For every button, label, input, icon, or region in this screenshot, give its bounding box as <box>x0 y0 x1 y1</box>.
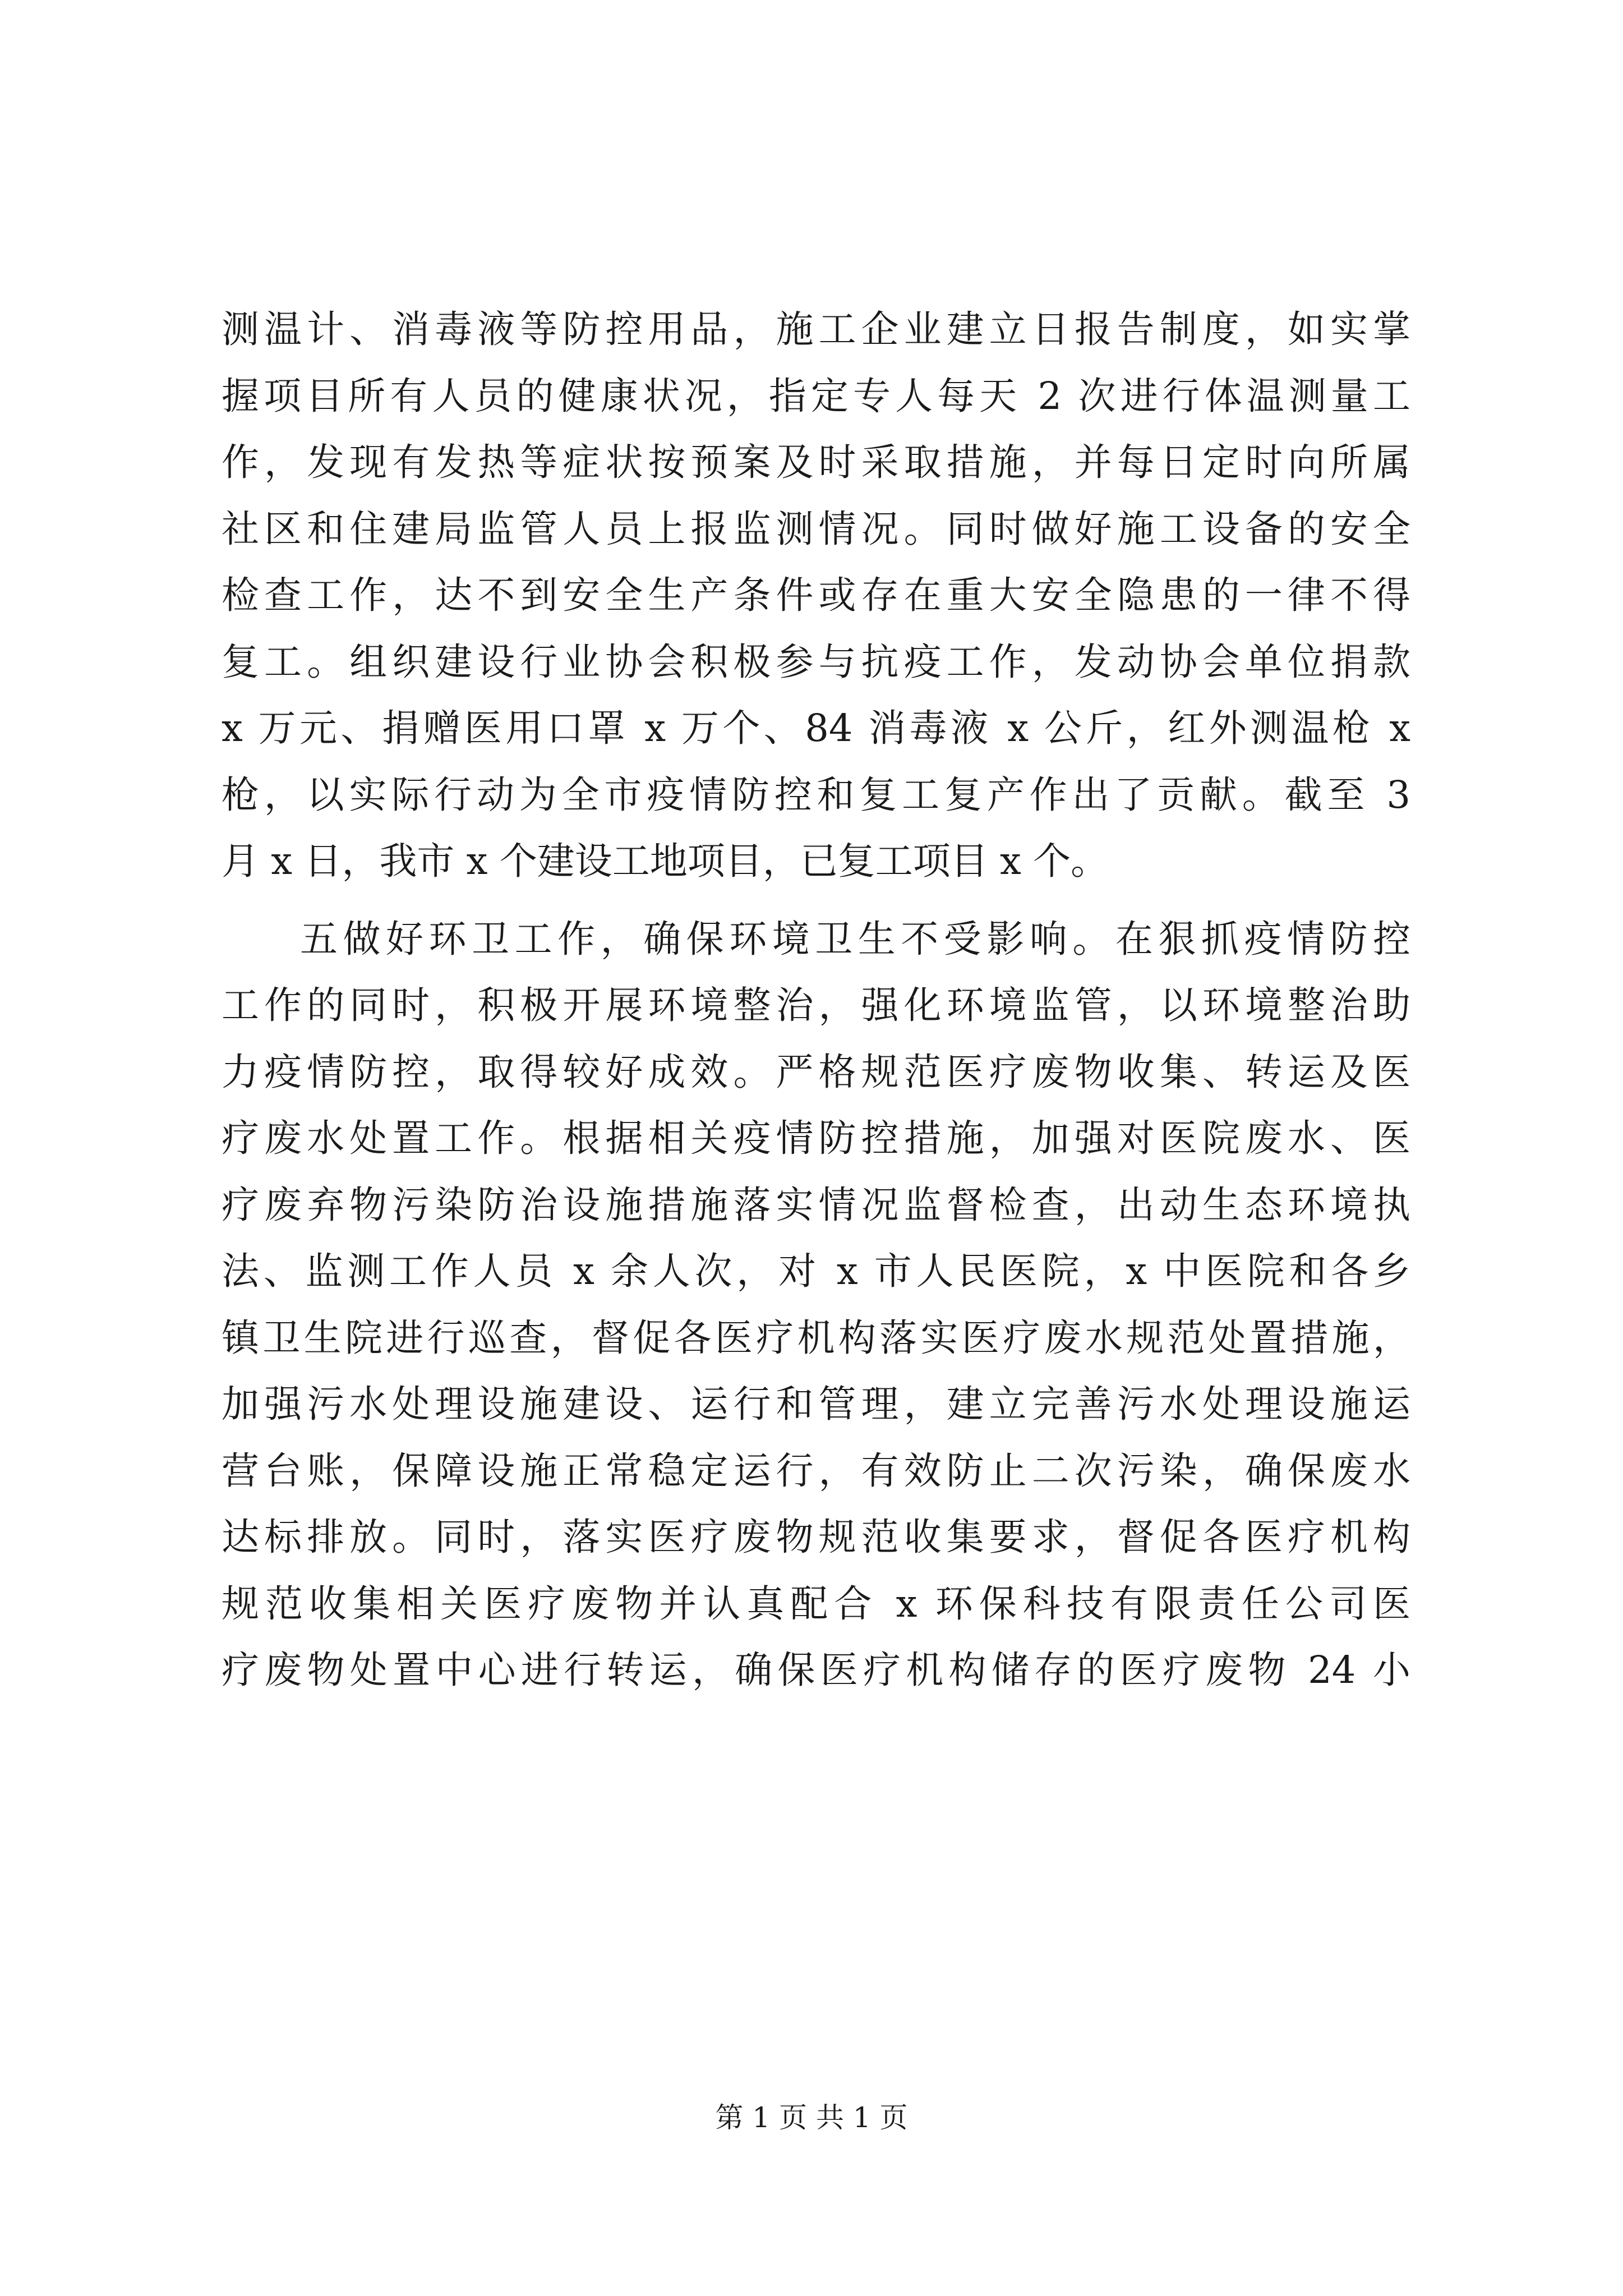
text-line: 力疫情防控，取得较好成效。严格规范医疗废物收集、转运及医 <box>222 1050 1410 1094</box>
text-line: 测温计、消毒液等防控用品，施工企业建立日报告制度，如实掌 <box>222 307 1410 351</box>
text-line: 法、监测工作人员 x 余人次，对 x 市人民医院，x 中医院和各乡 <box>222 1249 1410 1293</box>
page-footer: 第 1 页 共 1 页 <box>715 2101 908 2134</box>
text-line: x 万元、捐赠医用口罩 x 万个、84 消毒液 x 公斤，红外测温枪 x <box>222 706 1410 750</box>
text-line: 五做好环卫工作，确保环境卫生不受影响。在狠抓疫情防控 <box>300 917 1410 961</box>
paragraph-2 <box>222 906 1410 1704</box>
text-line: 疗废水处置工作。根据相关疫情防控措施，加强对医院废水、医 <box>222 1116 1410 1160</box>
text-line: 复工。组织建设行业协会积极参与抗疫工作，发动协会单位捐款 <box>222 639 1410 684</box>
paragraph-gap <box>222 895 1410 906</box>
text-line: 疗废弃物污染防治设施措施落实情况监督检查，出动生态环境执 <box>222 1182 1410 1227</box>
text-line: 达标排放。同时，落实医疗废物规范收集要求，督促各医疗机构 <box>222 1515 1410 1559</box>
text-line: 作，发现有发热等症状按预案及时采取措施，并每日定时向所属 <box>222 440 1410 484</box>
text-line: 社区和住建局监管人员上报监测情况。同时做好施工设备的安全 <box>222 507 1410 551</box>
text-line: 镇卫生院进行巡查，督促各医疗机构落实医疗废水规范处置措施， <box>222 1315 1410 1360</box>
text-line: 规范收集相关医疗废物并认真配合 x 环保科技有限责任公司医 <box>222 1581 1410 1626</box>
text-line: 营台账，保障设施正常稳定运行，有效防止二次污染，确保废水 <box>222 1448 1410 1493</box>
text-line: 工作的同时，积极开展环境整治，强化环境监管，以环境整治助 <box>222 983 1410 1027</box>
text-line: 加强污水处理设施建设、运行和管理，建立完善污水处理设施运 <box>222 1382 1410 1426</box>
text-line: 握项目所有人员的健康状况，指定专人每天 2 次进行体温测量工 <box>222 374 1410 418</box>
body-text <box>222 296 1410 1704</box>
text-line: 检查工作，达不到安全生产条件或存在重大安全隐患的一律不得 <box>222 573 1410 617</box>
text-line: 枪，以实际行动为全市疫情防控和复工复产作出了贡献。截至 3 <box>222 772 1410 817</box>
text-line: 疗废物处置中心进行转运，确保医疗机构储存的医疗废物 24 小 <box>222 1648 1410 1692</box>
paragraph-1 <box>222 296 1410 895</box>
text-line: 月 x 日，我市 x 个建设工地项目，已复工项目 x 个。 <box>222 839 1109 883</box>
